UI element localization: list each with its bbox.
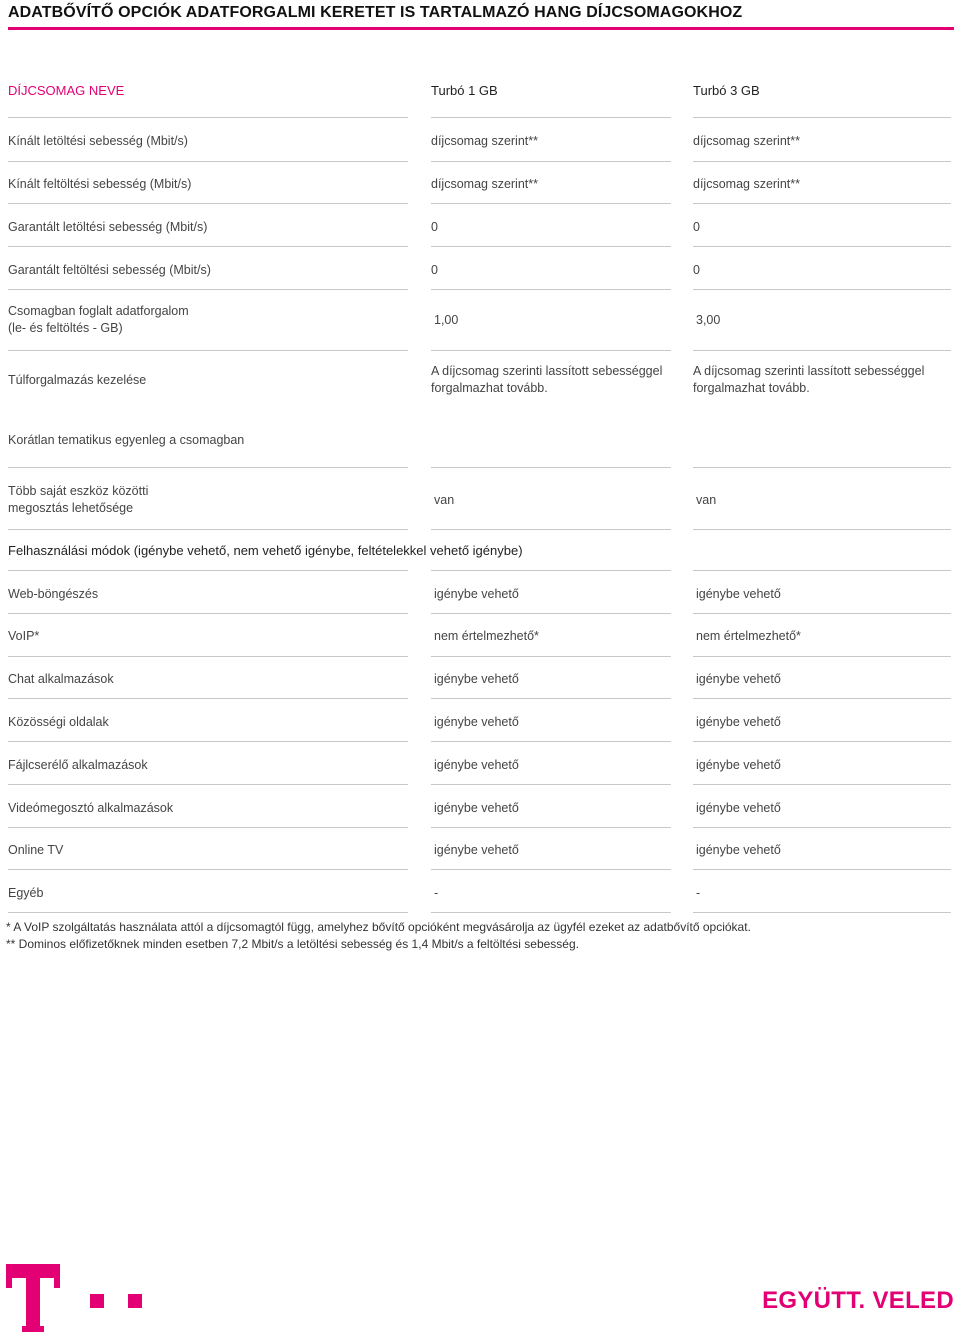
- row-divider: [693, 117, 951, 118]
- usage-value-plan2: igénybe vehető: [696, 758, 781, 772]
- usage-label: VoIP*: [8, 629, 40, 643]
- usage-value-plan1: igénybe vehető: [434, 715, 519, 729]
- usage-value-plan2: -: [696, 886, 701, 900]
- row-divider: [431, 246, 671, 247]
- row-divider: [431, 161, 671, 162]
- row-divider: [8, 912, 408, 913]
- row-divider: [693, 869, 951, 870]
- row-divider: [431, 467, 671, 468]
- row-divider: [431, 741, 671, 742]
- row-divider: [8, 203, 408, 204]
- row-divider: [431, 784, 671, 785]
- header-name-label: DÍJCSOMAG NEVE: [8, 83, 125, 98]
- row-divider: [693, 613, 951, 614]
- row-divider: [693, 698, 951, 699]
- row-value-line2: forgalmazhat tovább.: [693, 381, 810, 395]
- row-divider: [693, 827, 951, 828]
- row-label: Túlforgalmazás kezelése: [8, 373, 147, 387]
- row-divider: [693, 784, 951, 785]
- row-value-plan2: van: [696, 493, 717, 507]
- row-divider: [8, 656, 408, 657]
- usage-value-plan1: igénybe vehető: [434, 801, 519, 815]
- usage-value-plan1: -: [434, 886, 439, 900]
- row-divider: [431, 117, 671, 118]
- row-divider: [431, 289, 671, 290]
- row-divider: [8, 784, 408, 785]
- row-divider: [8, 289, 408, 290]
- row-divider: [8, 117, 408, 118]
- usage-label: Online TV: [8, 843, 64, 857]
- header-plan1: Turbó 1 GB: [431, 83, 498, 98]
- usage-value-plan2: igénybe vehető: [696, 801, 781, 815]
- row-divider: [8, 570, 408, 571]
- row-divider: [431, 613, 671, 614]
- row-divider: [8, 529, 408, 530]
- row-divider: [8, 698, 408, 699]
- usage-value-plan2: igénybe vehető: [696, 843, 781, 857]
- usage-label: Videómegosztó alkalmazások: [8, 801, 174, 815]
- row-divider: [431, 570, 671, 571]
- usage-value-plan1: nem értelmezhető*: [434, 629, 539, 643]
- row-value-plan2: [693, 363, 933, 397]
- row-divider: [693, 656, 951, 657]
- row-value-plan1: díjcsomag szerint**: [431, 177, 538, 191]
- row-label: Kínált feltöltési sebesség (Mbit/s): [8, 177, 192, 191]
- row-label-line2: megosztás lehetősége: [8, 501, 134, 515]
- row-label: Garantált feltöltési sebesség (Mbit/s): [8, 263, 211, 277]
- usage-value-plan2: nem értelmezhető*: [696, 629, 801, 643]
- brand-slogan: EGYÜTT. VELED: [762, 1287, 954, 1314]
- row-value-plan1: [431, 363, 671, 397]
- row-value-plan1: van: [434, 493, 455, 507]
- row-divider: [431, 827, 671, 828]
- row-value-line1: A díjcsomag szerinti lassított sebességgel: [693, 364, 925, 378]
- row-value-line1: A díjcsomag szerinti lassított sebességgel: [431, 364, 663, 378]
- usage-value-plan2: igénybe vehető: [696, 587, 781, 601]
- footnote-voip: * A VoIP szolgáltatás használata attól a díjcsomagtól függ, amelyhez bővítő opcióként megvásárolja az ügyfél ezeket az adatbővítő opciókat.: [6, 920, 751, 934]
- row-label: [8, 303, 408, 337]
- usage-value-plan1: igénybe vehető: [434, 843, 519, 857]
- usage-section-title: Felhasználási módok (igénybe vehető, nem vehető igénybe, feltételekkel vehető igénybe): [8, 543, 523, 558]
- row-divider: [693, 741, 951, 742]
- row-divider: [431, 529, 671, 530]
- row-divider: [693, 529, 951, 530]
- row-divider: [431, 203, 671, 204]
- title-divider: [8, 27, 954, 30]
- row-divider: [693, 246, 951, 247]
- row-value-plan2: díjcsomag szerint**: [693, 177, 800, 191]
- row-value-plan2: 0: [693, 263, 700, 277]
- row-label: Garantált letöltési sebesség (Mbit/s): [8, 220, 208, 234]
- row-divider: [8, 246, 408, 247]
- row-value-plan2: 0: [693, 220, 700, 234]
- row-label-line1: Több saját eszköz közötti: [8, 484, 149, 498]
- row-divider: [8, 161, 408, 162]
- usage-value-plan1: igénybe vehető: [434, 672, 519, 686]
- row-divider: [8, 613, 408, 614]
- row-divider: [8, 827, 408, 828]
- footnote-dominos: ** Dominos előfizetőknek minden esetben 7,2 Mbit/s a letöltési sebesség és 1,4 Mbit/s a feltöltési sebesség.: [6, 937, 579, 951]
- usage-label: Fájlcserélő alkalmazások: [8, 758, 148, 772]
- row-divider: [431, 869, 671, 870]
- row-label-line1: Csomagban foglalt adatforgalom: [8, 304, 189, 318]
- row-value-plan2: díjcsomag szerint**: [693, 134, 800, 148]
- row-value-plan1: 0: [431, 220, 438, 234]
- usage-label: Egyéb: [8, 886, 44, 900]
- row-divider: [693, 912, 951, 913]
- row-value-plan1: díjcsomag szerint**: [431, 134, 538, 148]
- usage-label: Chat alkalmazások: [8, 672, 114, 686]
- row-divider: [693, 289, 951, 290]
- row-divider: [8, 467, 408, 468]
- row-label: [8, 483, 408, 517]
- row-value-plan1: 0: [431, 263, 438, 277]
- row-divider: [431, 912, 671, 913]
- row-divider: [8, 350, 408, 351]
- header-plan2: Turbó 3 GB: [693, 83, 760, 98]
- row-label: Korátlan tematikus egyenleg a csomagban: [8, 433, 245, 447]
- row-divider: [8, 869, 408, 870]
- row-divider: [693, 203, 951, 204]
- row-divider: [8, 741, 408, 742]
- row-value-plan1: 1,00: [434, 313, 459, 327]
- usage-label: Közösségi oldalak: [8, 715, 109, 729]
- row-value-line2: forgalmazhat tovább.: [431, 381, 548, 395]
- row-label-line2: (le- és feltöltés - GB): [8, 321, 123, 335]
- usage-label: Web-böngészés: [8, 587, 99, 601]
- row-divider: [693, 467, 951, 468]
- usage-value-plan1: igénybe vehető: [434, 758, 519, 772]
- row-divider: [431, 698, 671, 699]
- row-divider: [431, 350, 671, 351]
- row-label: Kínált letöltési sebesség (Mbit/s): [8, 134, 188, 148]
- usage-value-plan2: igénybe vehető: [696, 672, 781, 686]
- row-divider: [431, 656, 671, 657]
- row-divider: [693, 161, 951, 162]
- document-title: ADATBŐVÍTŐ OPCIÓK ADATFORGALMI KERETET IS TARTALMAZÓ HANG DÍJCSOMAGOKHOZ: [8, 4, 743, 21]
- usage-value-plan1: igénybe vehető: [434, 587, 519, 601]
- row-value-plan2: 3,00: [696, 313, 721, 327]
- row-divider: [693, 350, 951, 351]
- telekom-t-logo-icon: [6, 1262, 146, 1332]
- row-divider: [693, 570, 951, 571]
- usage-value-plan2: igénybe vehető: [696, 715, 781, 729]
